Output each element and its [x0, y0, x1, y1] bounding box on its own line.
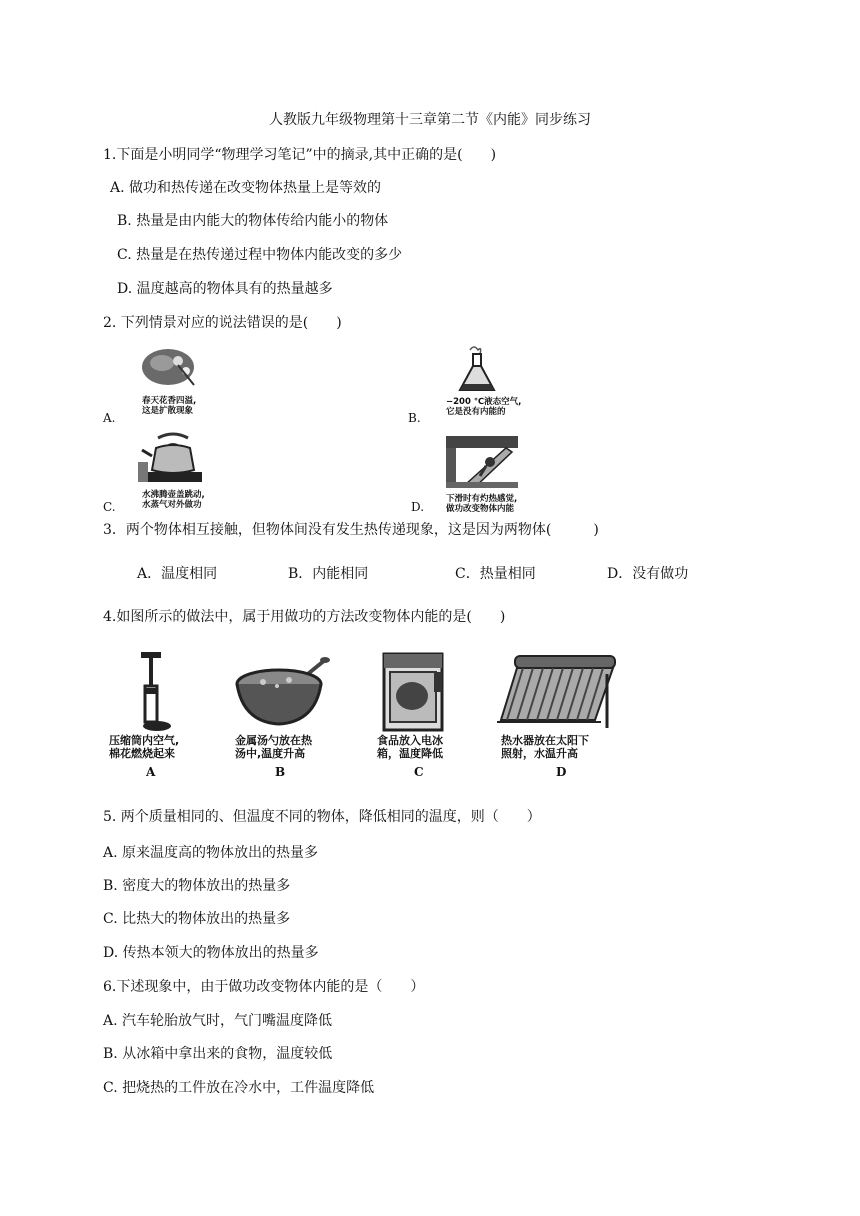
q2-caption-a-line1: 春天花香四溢,: [142, 396, 197, 406]
q4-letter-b: B: [275, 765, 286, 779]
q4-stem: 4.如图所示的做法中，属于用做功的方法改变物体内能的是( ): [103, 609, 506, 625]
q5-option-d: D. 传热本领大的物体放出的热量多: [103, 945, 319, 961]
q5-option-b: B. 密度大的物体放出的热量多: [103, 878, 291, 894]
q2-stem: 2. 下列情景对应的说法错误的是( ): [103, 315, 342, 331]
q5-stem: 5. 两个质量相同的、但温度不同的物体，降低相同的温度，则（ ）: [103, 809, 541, 825]
q1-option-c: C. 热量是在热传递过程中物体内能改变的多少: [117, 247, 403, 263]
q4-caption-d-line1: 热水器放在太阳下: [501, 734, 589, 747]
q2-caption-b-line2: 它是没有内能的: [446, 407, 506, 417]
q6-option-c: C. 把烧热的工件放在冷水中，工件温度降低: [103, 1080, 375, 1096]
q2-label-a: A.: [103, 411, 116, 425]
q4-caption-a-line1: 压缩筒内空气,: [109, 734, 180, 747]
q2-caption-c-line2: 水蒸气对外做功: [142, 500, 202, 510]
q2-caption-c-line1: 水沸腾壶盖跳动,: [142, 490, 205, 500]
q6-option-b: B. 从冰箱中拿出来的食物，温度较低: [103, 1046, 333, 1062]
q3-stem: 3．两个物体相互接触，但物体间没有发生热传递现象，这是因为两物体( ): [103, 522, 599, 538]
flask-figure: [452, 344, 502, 394]
q3-option-c: C．热量相同: [455, 566, 536, 582]
kettle-figure: [138, 432, 208, 486]
q4-caption-b-line1: 金属汤勺放在热: [235, 734, 312, 747]
q4-letter-d: D: [556, 765, 567, 779]
q4-caption-b-line2: 汤中,温度升高: [235, 747, 306, 760]
page-title: 人教版九年级物理第十三章第二节《内能》同步练习: [269, 112, 591, 128]
q2-caption-b-line1: −200 ℃液态空气,: [446, 397, 522, 407]
q2-caption-d-line2: 做功改变物体内能: [446, 504, 515, 514]
q4-caption-a-line2: 棉花燃烧起来: [109, 747, 175, 760]
q1-option-b: B. 热量是由内能大的物体传给内能小的物体: [117, 213, 389, 229]
q5-option-a: A. 原来温度高的物体放出的热量多: [103, 845, 319, 861]
q2-caption-a-line2: 这是扩散现象: [142, 406, 194, 416]
q3-option-b: B．内能相同: [288, 566, 369, 582]
q4-letter-a: A: [146, 765, 156, 779]
q2-label-c: C.: [103, 500, 116, 514]
q4-caption-c-line1: 食品放入电冰: [377, 734, 443, 747]
q4-letter-c: C: [414, 765, 424, 779]
q3-option-d: D．没有做功: [607, 566, 689, 582]
q6-option-a: A. 汽车轮胎放气时，气门嘴温度降低: [103, 1013, 333, 1029]
q6-stem: 6.下述现象中，由于做功改变物体内能的是（ ）: [103, 979, 425, 995]
q2-caption-d-line1: 下滑时有灼热感觉,: [446, 494, 518, 504]
q3-option-a: A．温度相同: [137, 566, 218, 582]
flower-figure: [138, 345, 202, 393]
fridge-figure: [382, 652, 444, 732]
q1-option-a: A. 做功和热传递在改变物体热量上是等效的: [110, 180, 382, 196]
q1-stem: 1.下面是小明同学“物理学习笔记”中的摘录,其中正确的是( ): [103, 147, 497, 163]
q1-option-d: D. 温度越高的物体具有的热量越多: [117, 281, 333, 297]
slide-figure: [446, 436, 518, 488]
q2-label-b: B.: [408, 411, 421, 425]
q2-label-d: D.: [411, 500, 425, 514]
q5-option-c: C. 比热大的物体放出的热量多: [103, 911, 291, 927]
solar-heater-figure: [497, 654, 619, 732]
q4-caption-c-line2: 箱，温度降低: [377, 747, 443, 760]
bowl-figure: [233, 656, 333, 732]
piston-figure: [133, 650, 187, 732]
q4-caption-d-line2: 照射，水温升高: [501, 747, 578, 760]
